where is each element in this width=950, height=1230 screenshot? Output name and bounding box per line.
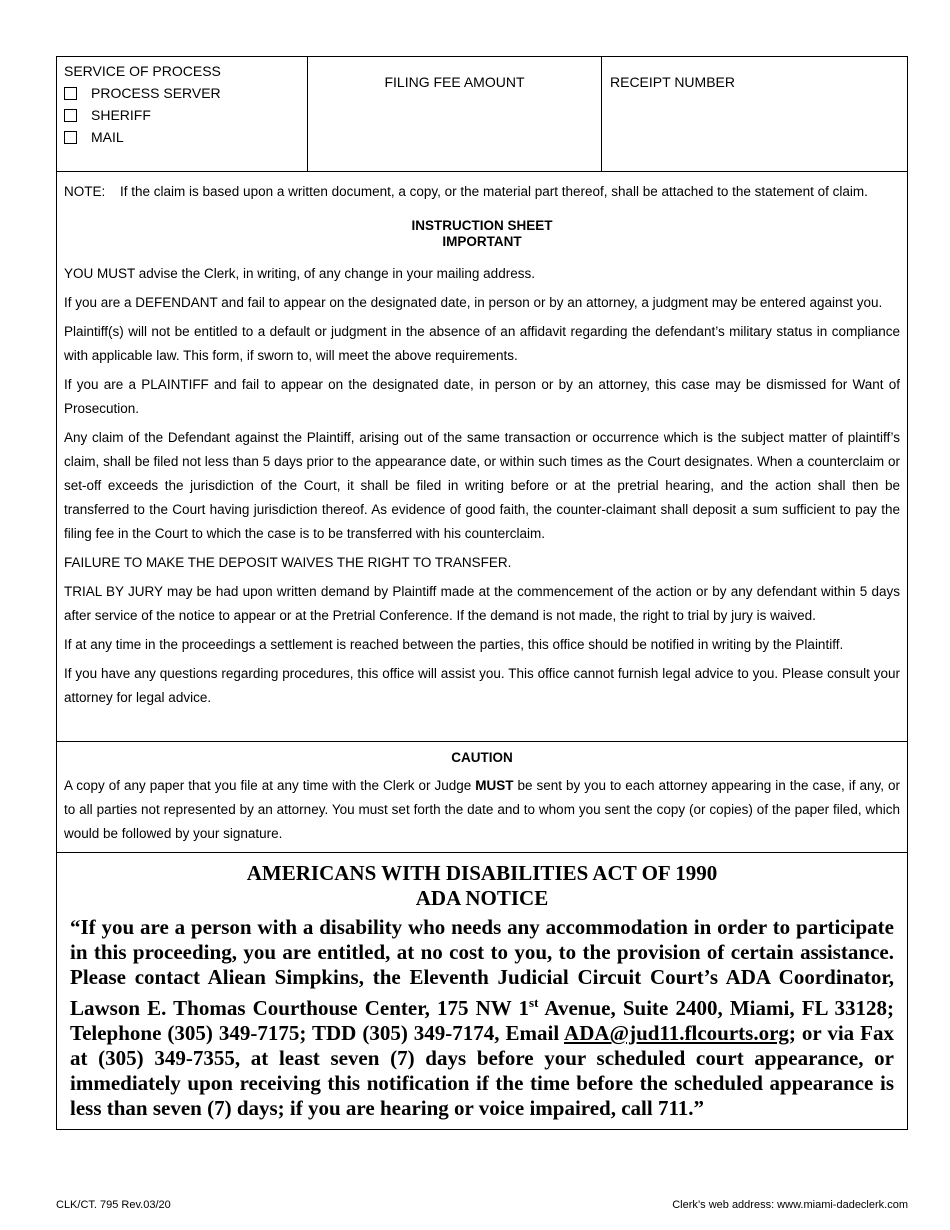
caution-title: CAUTION (451, 750, 513, 765)
ada-email-link[interactable]: ADA@jud11.flcourts.org (564, 1021, 789, 1045)
header-row (57, 57, 907, 172)
caution-section (57, 742, 907, 853)
ada-text-a: “If you are a person with a disability who needs any accommodation in order to participate in this proceeding, you are entitled, at no cost to you, to the provision of certain assistance. Please contact Aliean Simpkins, the Eleventh Judicial Circuit Court’s ADA Coordinator, Lawson E. Thomas Courthouse Center, 175 NW 1 (70, 915, 894, 1020)
ada-notice-text (70, 915, 894, 1121)
option-mail[interactable] (64, 126, 307, 148)
process-server-checkbox[interactable] (64, 87, 77, 100)
ada-title-line2: ADA NOTICE (415, 886, 549, 910)
note (64, 180, 900, 204)
service-of-process-cell (57, 57, 308, 171)
note-label: NOTE: (64, 184, 106, 199)
process-server-label: PROCESS SERVER (91, 85, 221, 101)
receipt-number-cell[interactable] (602, 57, 907, 171)
instruction-title-line1: INSTRUCTION SHEET (411, 218, 553, 233)
instruction-paragraph: TRIAL BY JURY may be had upon written demand by Plaintiff made at the commencement of the action or by any defendant within 5 days after service of the notice to appear or at the Pretrial Conference. If the demand is not made, the right to trial by jury is waived. (64, 584, 900, 623)
caution-text-b: be sent by you to each attorney appearing in the case, if any, or to all parties not represented by an attorney. You must set forth the date and to whom you sent the copy (or copies) of the paper filed, which would be followed by your signature. (64, 778, 900, 841)
filing-fee-label: FILING FEE AMOUNT (384, 74, 525, 90)
option-process-server[interactable] (64, 82, 307, 104)
instruction-paragraph: YOU MUST advise the Clerk, in writing, of any change in your mailing address. (64, 266, 535, 281)
instruction-paragraph: Any claim of the Defendant against the Plaintiff, arising out of the same transaction or occurrence which is the subject matter of plaintiff’s claim, shall be filed not less than 5 days prior to the appearance date, or within such times as the Court designates. When a counterclaim or set-off exceeds the jurisdiction of the Court, it shall be filed in writing before or at the pretrial hearing, and the action shall then be transferred to the Court having jurisdiction thereof. As evidence of good faith, the counter-claimant shall deposit a sum sufficient to pay the filing fee in the Court to which the case is to be transferred with his counterclaim. (64, 430, 900, 541)
instruction-paragraph: If at any time in the proceedings a settlement is reached between the parties, this office should be notified in writing by the Plaintiff. (64, 637, 844, 652)
ada-title-line1: AMERICANS WITH DISABILITIES ACT OF 1990 (246, 861, 718, 885)
service-title: SERVICE OF PROCESS (64, 63, 221, 79)
clerk-web-address: Clerk’s web address: www.miami-dadeclerk.com (672, 1199, 908, 1211)
instruction-title (64, 218, 900, 250)
mail-label: MAIL (91, 129, 124, 145)
ada-section (57, 853, 907, 1129)
instruction-paragraph: Plaintiff(s) will not be entitled to a default or judgment in the absence of an affidavit regarding the defendant’s military status in compliance with applicable law. This form, if sworn to, will meet the above requirements. (64, 324, 900, 363)
option-sheriff[interactable] (64, 104, 307, 126)
caution-must: MUST (475, 778, 514, 793)
mail-checkbox[interactable] (64, 131, 77, 144)
instruction-paragraph: If you are a DEFENDANT and fail to appear on the designated date, in person or by an attorney, a judgment may be entered against you. (64, 295, 883, 310)
ada-text-c: ; or via Fax at (305) 349-7355, at least seven (7) days before your scheduled court appearance, or immediately upon receiving this notification if the time before the scheduled appearance is less than seven (7) days; if you are hearing or voice impaired, call 711.” (70, 1021, 894, 1120)
filing-fee-cell[interactable] (308, 57, 602, 171)
form-id: CLK/CT. 795 Rev.03/20 (56, 1199, 171, 1211)
note-text: If the claim is based upon a written document, a copy, or the material part thereof, shall be attached to the statement of claim. (120, 184, 868, 199)
receipt-number-label: RECEIPT NUMBER (610, 74, 735, 90)
caution-text-a: A copy of any paper that you file at any time with the Clerk or Judge (64, 778, 476, 793)
ada-text-sup: st (529, 995, 539, 1010)
instruction-paragraph: If you are a PLAINTIFF and fail to appear on the designated date, in person or by an attorney, this case may be dismissed for Want of Prosecution. (64, 377, 900, 416)
instruction-section (57, 172, 907, 742)
sheriff-label: SHERIFF (91, 107, 151, 123)
instruction-paragraph: FAILURE TO MAKE THE DEPOSIT WAIVES THE RIGHT TO TRANSFER. (64, 555, 512, 570)
instruction-title-line2: IMPORTANT (442, 234, 522, 249)
caution-text (64, 774, 900, 846)
ada-text-b: Avenue, Suite 2400, Miami, FL 33128; Telephone (305) 349-7175; TDD (305) 349-7174, Email (70, 996, 895, 1045)
sheriff-checkbox[interactable] (64, 109, 77, 122)
instruction-paragraph: If you have any questions regarding procedures, this office will assist you. This office cannot furnish legal advice to you. Please consult your attorney for legal advice. (64, 666, 900, 705)
form-frame (56, 56, 908, 1130)
